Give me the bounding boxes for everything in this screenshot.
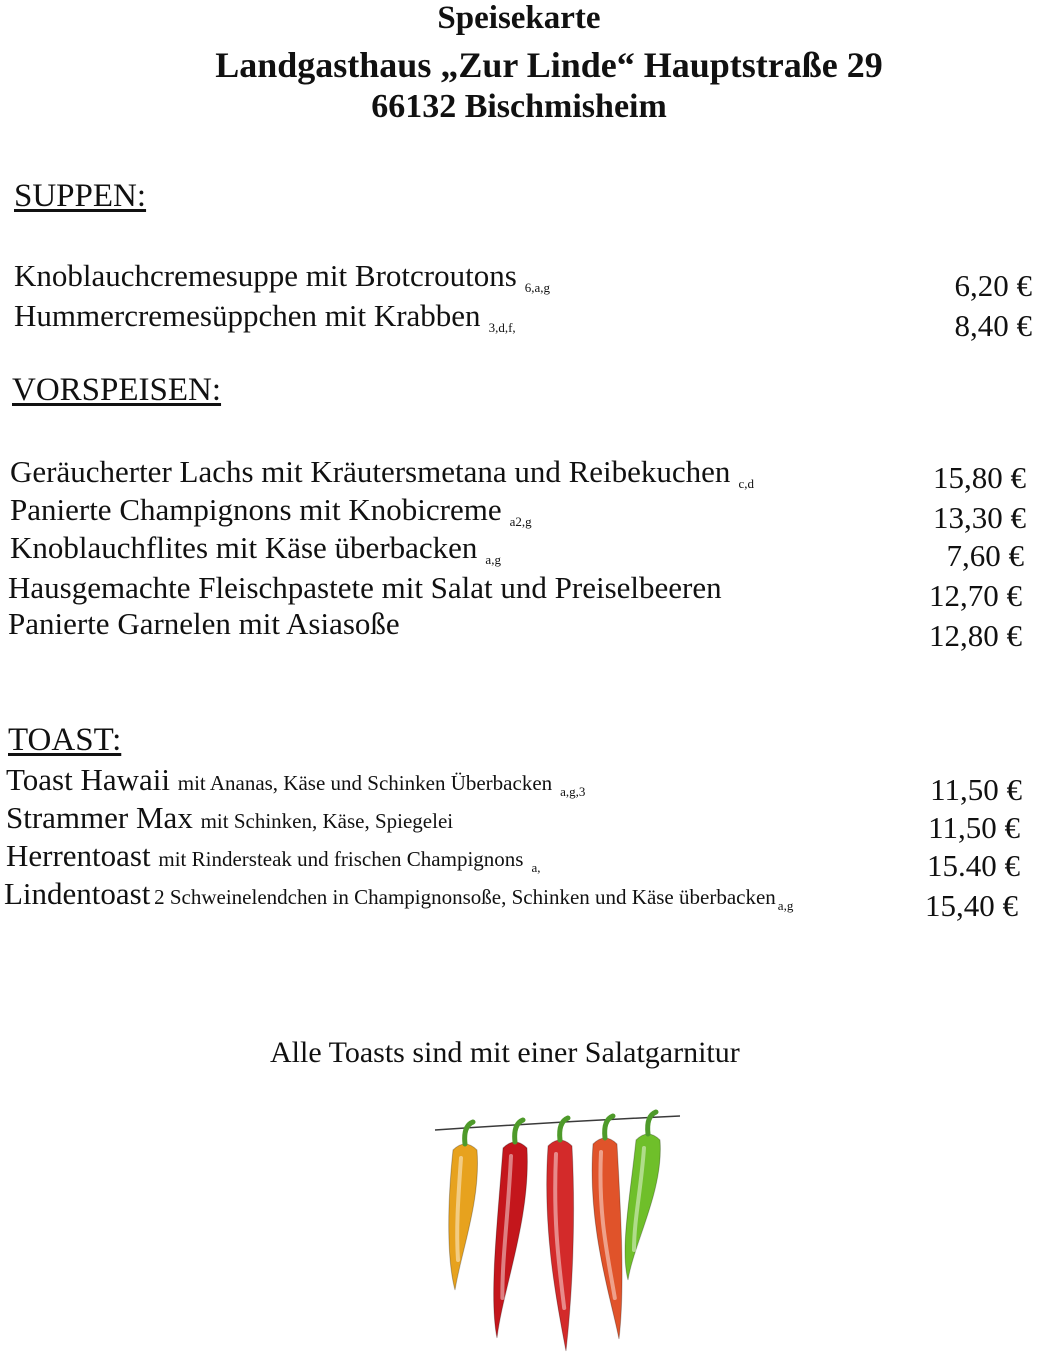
menu-item [0,298,1038,343]
item-price: 12,70 € [929,578,1022,613]
item-allergens: 6,a,g [524,280,551,295]
menu-item [0,762,1038,807]
item-name: Panierte Garnelen mit Asiasoße [8,606,400,641]
item-allergens: a2,g [509,514,532,529]
chili-stem [605,1116,613,1138]
item-description: mit Rindersteak und frischen Champignons [158,847,524,871]
menu-item [0,530,1038,573]
chili-stem [515,1120,523,1142]
item-name: Hausgemachte Fleischpastete mit Salat und Preiselbeeren [8,570,722,605]
item-name: Knoblauchflites mit Käse überbacken [10,530,478,565]
footer-note: Alle Toasts sind mit einer Salatgarnitur [270,1036,740,1069]
item-allergens: a, [531,860,541,875]
item-allergens: a,g [485,552,501,567]
section-title-toast: TOAST: [8,722,122,758]
item-name: Panierte Champignons mit Knobicreme [10,492,502,527]
item-description: mit Ananas, Käse und Schinken Überbacken [177,771,553,795]
chili-stem [465,1122,473,1144]
item-price: 13,30 € [933,500,1026,535]
item-description: 2 Schweinelendchen in Champignonsoße, Schinken und Käse überbacken [154,885,776,909]
item-allergens: a,g [777,898,794,913]
item-price: 11,50 € [930,772,1022,807]
item-price: 12,80 € [929,618,1022,653]
chili-pepper [547,1140,574,1351]
item-name: Geräucherter Lachs mit Kräutersmetana und Reibekuchen [10,454,731,489]
item-allergens: 3,d,f, [488,320,516,335]
menu-item [0,800,1038,845]
chili-pepper [449,1144,478,1290]
chili-stem [648,1112,656,1134]
menu-item [0,606,1038,653]
menu-item [0,570,1038,613]
item-name: Toast Hawaii [6,762,170,797]
menu-item [0,492,1038,535]
chili-peppers-icon [420,1100,690,1360]
menu-title: Speisekarte [437,0,601,36]
item-allergens: a,g,3 [560,784,586,799]
item-price: 11,50 € [928,810,1020,845]
menu-item [0,454,1038,494]
item-name: Hummercremesüppchen mit Krabben [14,298,481,333]
item-price: 7,60 € [946,538,1024,573]
restaurant-postal-city: 66132 Bischmisheim [371,88,667,125]
item-price: 15,40 € [925,888,1018,923]
item-price: 8,40 € [954,308,1032,343]
item-description: mit Schinken, Käse, Spiegelei [200,809,454,833]
item-price: 6,20 € [954,268,1032,303]
restaurant-name-address: Landgasthaus „Zur Linde“ Hauptstraße 29 [215,45,883,85]
menu-item [0,838,1038,883]
section-title-vorspeisen: VORSPEISEN: [12,372,222,408]
item-name: Strammer Max [6,800,193,835]
item-name: Lindentoast [4,876,151,911]
item-name: Herrentoast [6,838,151,873]
section-title-suppen: SUPPEN: [14,178,147,214]
menu-item [0,876,1038,923]
chili-stem [560,1118,568,1140]
chili-pepper [592,1138,622,1339]
item-price: 15,80 € [933,460,1026,495]
menu-item [0,258,1038,303]
item-price: 15.40 € [927,848,1020,883]
item-name: Knoblauchcremesuppe mit Brotcroutons [14,258,517,293]
item-allergens: c,d [738,476,754,491]
